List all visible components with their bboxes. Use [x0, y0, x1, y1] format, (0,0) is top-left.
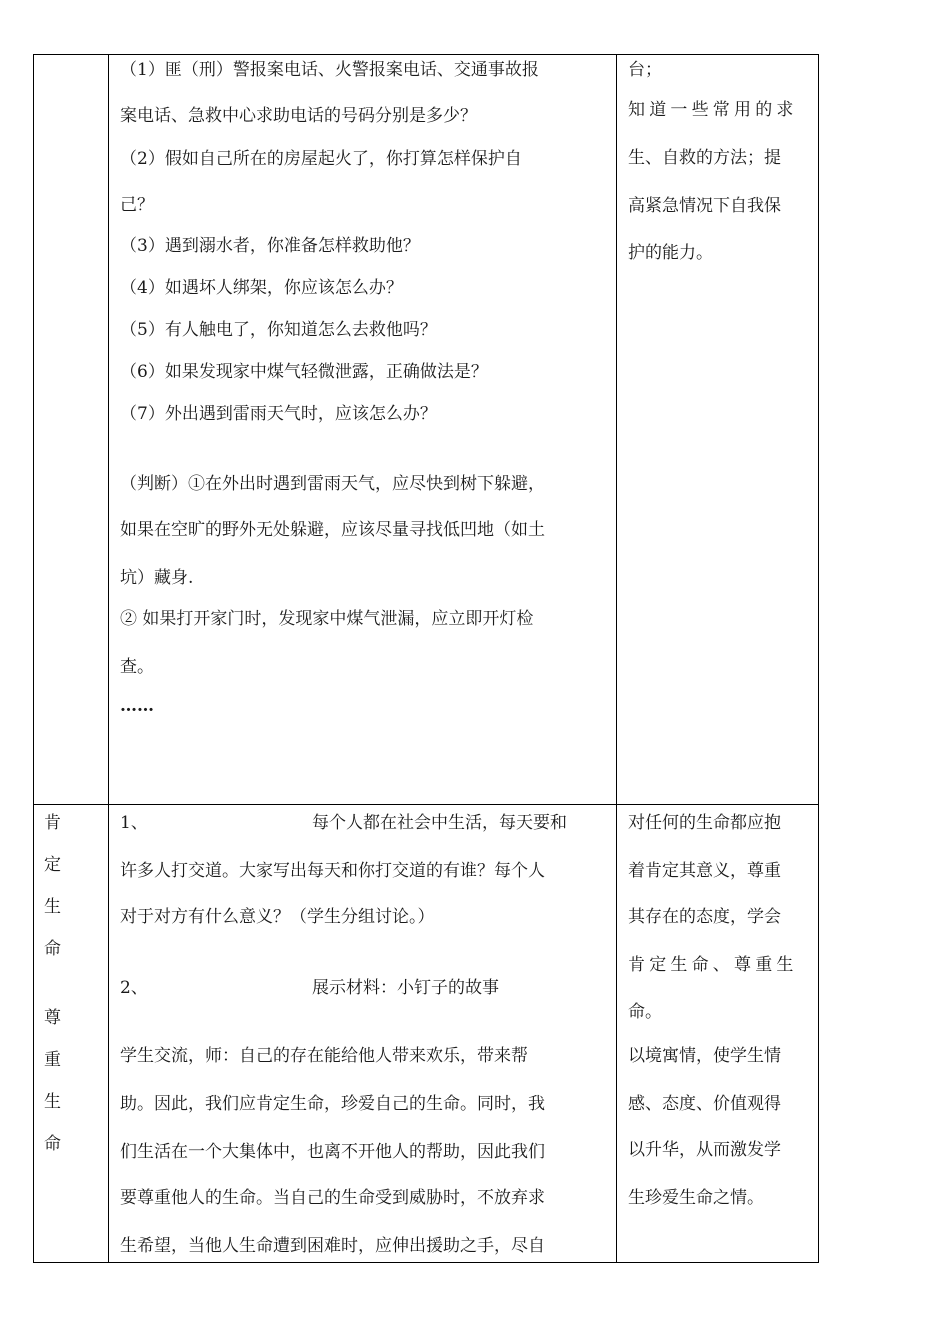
text-line: 查。 — [120, 657, 154, 677]
text-line: 如果在空旷的野外无处躲避，应该尽量寻找低凹地（如土 — [120, 520, 545, 540]
text-line: （5）有人触电了，你知道怎么去救他吗？ — [120, 320, 437, 340]
text-line: 要尊重他人的生命。当自己的生命受到威胁时，不放弃求 — [120, 1188, 545, 1208]
item-number: 2、 — [120, 978, 148, 998]
text-line: （6）如果发现家中煤气轻微泄露，正确做法是？ — [120, 362, 488, 382]
text-line: 知道一些常用的求 — [628, 100, 798, 120]
title-char: 肯 — [44, 813, 61, 833]
text-line: 坑）藏身. — [120, 568, 194, 588]
text-line: 生珍爱生命之情。 — [628, 1188, 764, 1208]
title-char: 生 — [44, 1092, 61, 1112]
title-char: 命 — [44, 1134, 61, 1154]
table-top-border — [33, 54, 819, 55]
text-line: （3）遇到溺水者，你准备怎样救助他？ — [120, 236, 420, 256]
item-number: 1、 — [120, 813, 148, 833]
text-line: 己？ — [120, 195, 154, 215]
text-line: 对于对方有什么意义？（学生分组讨论。） — [120, 907, 435, 927]
title-char: 定 — [44, 855, 61, 875]
table-left-border — [33, 54, 34, 1263]
text-line: 对任何的生命都应抱 — [628, 813, 781, 833]
text-line: 护的能力。 — [628, 243, 713, 263]
text-line: 生希望，当他人生命遭到困难时，应伸出援助之手，尽自 — [120, 1236, 545, 1256]
title-char: 重 — [44, 1050, 61, 1070]
text-line: 们生活在一个大集体中，也离不开他人的帮助，因此我们 — [120, 1142, 545, 1162]
text-line: （7）外出遇到雷雨天气时，应该怎么办？ — [120, 404, 437, 424]
text-line: （2）假如自己所在的房屋起火了，你打算怎样保护自 — [120, 149, 522, 169]
row-divider — [33, 804, 819, 805]
item-heading: 每个人都在社会中生活，每天要和 — [312, 813, 567, 833]
text-line: （4）如遇坏人绑架，你应该怎么办？ — [120, 278, 403, 298]
column-divider-2 — [616, 54, 617, 1263]
text-line: 台； — [628, 60, 662, 80]
text-line: 以境寓情，使学生情 — [628, 1046, 781, 1066]
text-line: 学生交流，师：自己的存在能给他人带来欢乐，带来帮 — [120, 1046, 528, 1066]
text-line: 许多人打交道。大家写出每天和你打交道的有谁？每个人 — [120, 861, 545, 881]
text-line: ② 如果打开家门时，发现家中煤气泄漏，应立即开灯检 — [120, 609, 534, 629]
table-bottom-border — [33, 1262, 819, 1263]
item-heading: 展示材料：小钉子的故事 — [312, 978, 499, 998]
text-line: 以升华，从而激发学 — [628, 1140, 781, 1160]
column-divider-1 — [108, 54, 109, 1263]
text-line: 高紧急情况下自我保 — [628, 196, 781, 216]
text-line: （判断）①在外出时遇到雷雨天气，应尽快到树下躲避， — [120, 474, 545, 494]
text-line: （1）匪（刑）警报案电话、火警报案电话、交通事故报 — [120, 60, 539, 80]
ellipsis: …… — [120, 696, 154, 716]
text-line: 生、自救的方法；提 — [628, 148, 781, 168]
title-char: 尊 — [44, 1008, 61, 1028]
text-line: 肯定生命、尊重生 — [628, 955, 798, 975]
title-char: 命 — [44, 939, 61, 959]
title-char: 生 — [44, 897, 61, 917]
table-right-border — [818, 54, 819, 1263]
text-line: 助。因此，我们应肯定生命，珍爱自己的生命。同时，我 — [120, 1094, 545, 1114]
text-line: 案电话、急救中心求助电话的号码分别是多少？ — [120, 106, 477, 126]
text-line: 感、态度、价值观得 — [628, 1094, 781, 1114]
text-line: 着肯定其意义，尊重 — [628, 861, 781, 881]
text-line: 命。 — [628, 1002, 662, 1022]
text-line: 其存在的态度，学会 — [628, 907, 781, 927]
